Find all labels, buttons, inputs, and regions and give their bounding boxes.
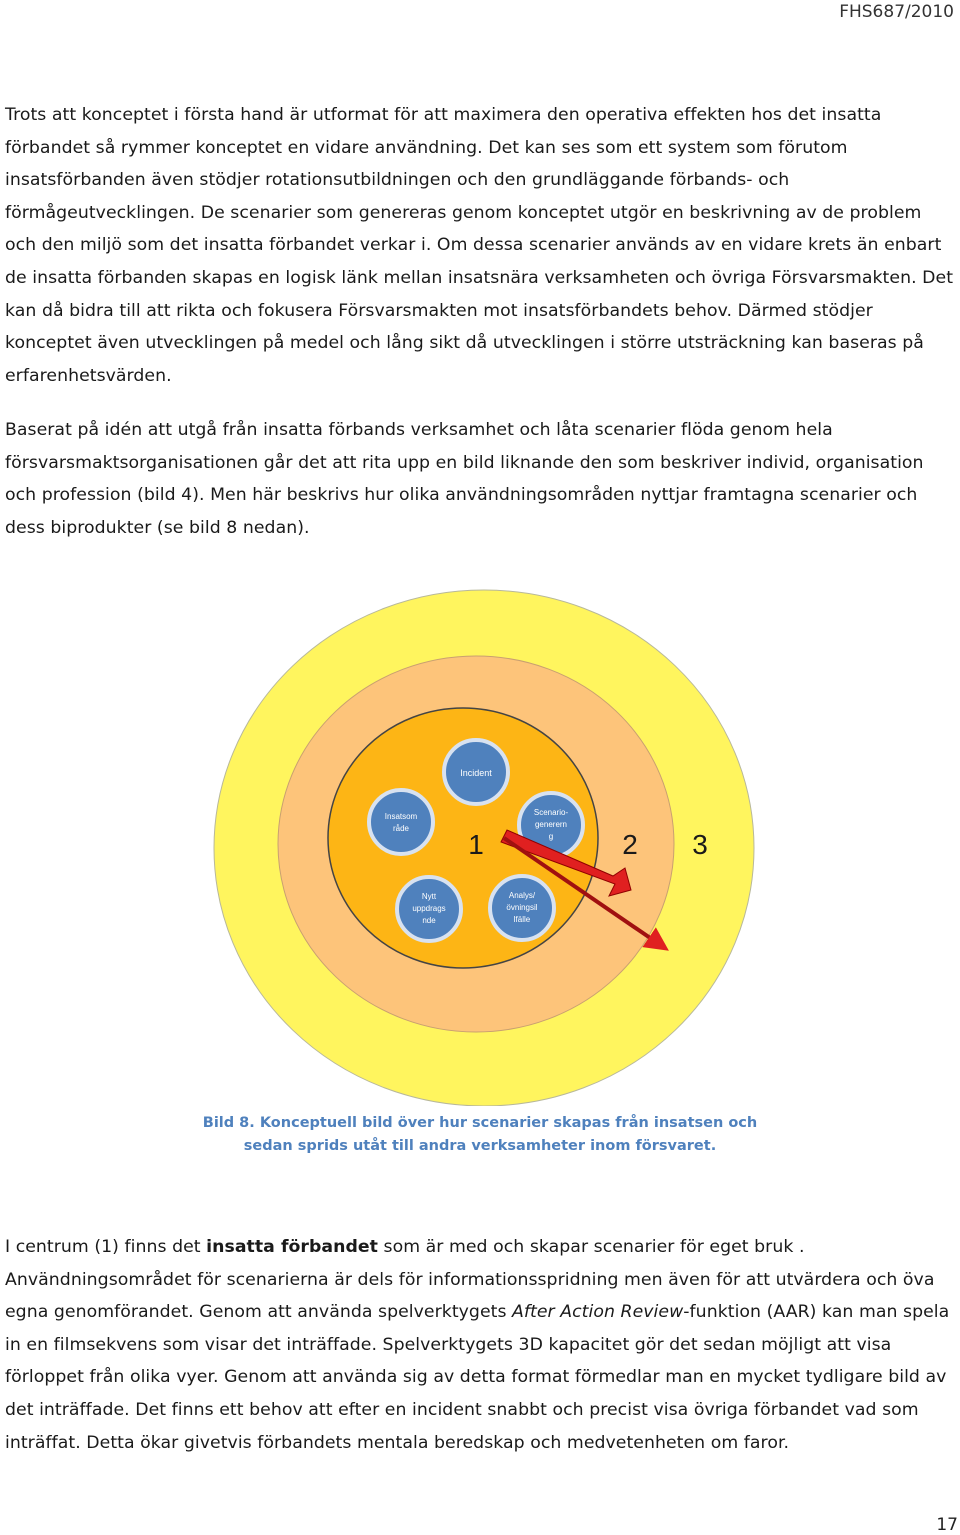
node-incident-label: Incident xyxy=(460,768,492,778)
document-code: FHS687/2010 xyxy=(839,2,954,22)
paragraph-scenario-flow: Baserat på idén att utgå från insatta förbands verksamhet och låta scenarier flöda genom hela försvarsmaktsorganisationen går det att rita upp en bild liknande den som beskriver individ, organisation och profession (bild 4). Men här beskrivs hur olika användningsområden nyttjar framtagna scenarier och dess biprodukter (se bild 8 nedan). xyxy=(5,420,924,538)
node-analys-label-1: Analys/ xyxy=(508,891,536,900)
p3-text-a: I centrum (1) finns det xyxy=(5,1237,207,1257)
p3-text-e: -funktion (AAR) kan man spela in en filmsekvens som visar det inträffade. Spelverktygets 3D kapacitet gör det sedan möjligt att visa förloppet från olika vyer. Genom att använda sig av detta format förmedlar man en mycket tydligare bild av det inträffade. Det finns ett behov att efter en incident snabbt och precist visa övriga förbandet vad som inträffat. Detta ökar givetvis förbandets mentala beredskap och medvetenheten om faror. xyxy=(5,1302,950,1453)
p3-text-c: som är med och skapar scenarier för eget bruk . Användningsområdet för scenarierna är dels för informationsspridning men även för att utvärdera och öva egna genomförandet. Genom att använda spelverktygets xyxy=(5,1237,935,1323)
ring-label-2: 2 xyxy=(622,829,638,860)
node-scenario-label-1: Scenario- xyxy=(533,808,569,817)
figure-caption xyxy=(150,1112,810,1158)
node-analys-label-3: lfälle xyxy=(513,915,531,924)
node-analys-label-2: övningsil xyxy=(506,903,538,912)
node-nytt-uppdrag xyxy=(397,877,461,941)
node-incident xyxy=(444,740,508,804)
paragraph-center-unit xyxy=(5,1231,955,1459)
p3-bold-insatta-forbandet: insatta förbandet xyxy=(206,1237,378,1257)
node-nytt-label-3: nde xyxy=(422,916,436,925)
node-insats-label-1: Insatsom xyxy=(384,812,418,821)
node-nytt-label-1: Nytt xyxy=(421,892,437,901)
paragraph-concept-usage: Trots att konceptet i första hand är utformat för att maximera den operativa effekten hos det insatta förbandet så rymmer konceptet en vidare användning. Det kan ses som ett system som förutom insatsförbanden även stödjer rotationsutbildningen och den grundläggande förbands- och förmågeutvecklingen. De scenarier som genereras genom konceptet utgör en beskrivning av de problem och den miljö som det insatta förbandet verkar i. Om dessa scenarier används av en vidare krets än enbart de insatta förbanden skapas en logisk länk mellan insatsnära verksamheten och övriga Försvarsmakten. Det kan då bidra till att rikta och fokusera Försvarsmakten mot insatsförbandets behov. Därmed stödjer konceptet även utvecklingen på medel och lång sikt då utvecklingen i större utsträckning kan baseras på erfarenhetsvärden. xyxy=(5,105,954,386)
node-insats-label-2: råde xyxy=(392,824,410,833)
node-scenario-label-3: g xyxy=(548,832,554,841)
p3-italic-after-action-review: After Action Review xyxy=(512,1302,684,1323)
figure-caption-line-1: Bild 8. Konceptuell bild över hur scenarier skapas från insatsen och xyxy=(202,1115,758,1131)
ring-label-1: 1 xyxy=(468,829,484,860)
page-number: 17 xyxy=(936,1515,958,1535)
node-nytt-label-2: uppdrags xyxy=(412,904,446,913)
node-scenario-label-2: generern xyxy=(534,820,568,829)
node-analys xyxy=(490,876,554,940)
node-insatsomrade xyxy=(369,790,433,854)
figure-caption-line-2: sedan sprids utåt till andra verksamheter inom försvaret. xyxy=(243,1138,717,1154)
concentric-diagram xyxy=(211,586,757,1106)
ring-label-3: 3 xyxy=(692,829,708,860)
